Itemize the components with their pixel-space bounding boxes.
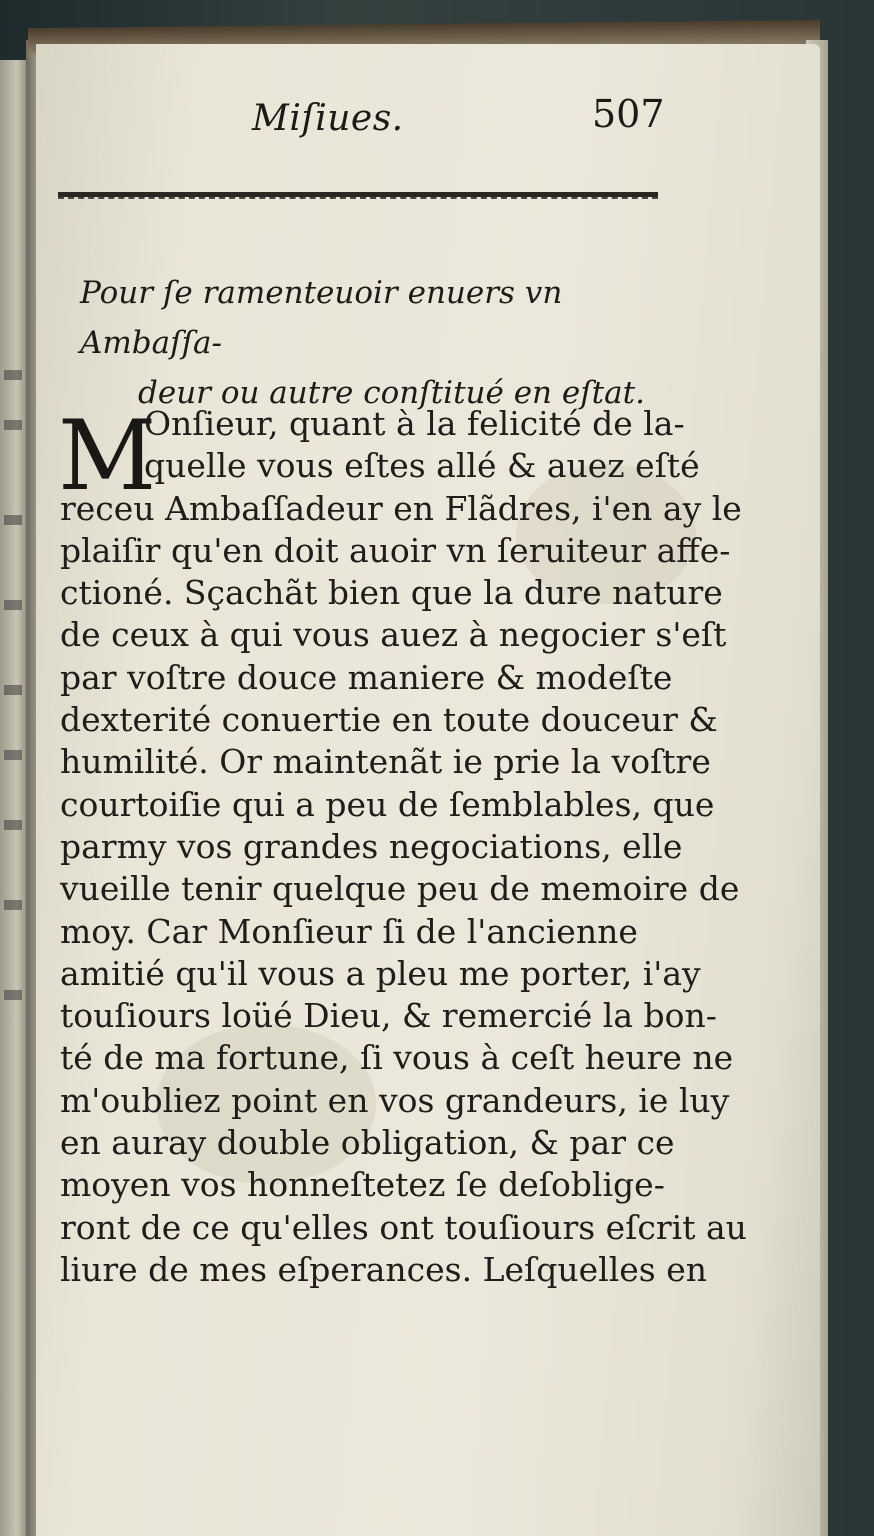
body-line: Onſieur, quant à la felicité de la-: [144, 404, 685, 443]
body-line: dexterité conuertie en toute douceur &: [60, 700, 718, 740]
running-head: Miſiues.: [252, 98, 404, 139]
body-line: receu Ambaſſadeur en Flãdres, i'en ay le: [60, 488, 742, 528]
body-line: de ceux à qui vous auez à negocier s'eſt: [60, 615, 727, 655]
body-line: parmy vos grandes negociations, elle: [60, 826, 683, 866]
body-line: m'oubliez point en vos grandeurs, ie luy: [60, 1080, 730, 1120]
body-line: ront de ce qu'elles ont touſiours eſcrit au: [60, 1207, 747, 1247]
heading-line-1: Pour ſe ramenteuoir enuers vn Ambaſſa-: [80, 275, 563, 361]
gutter-text-fragment: [4, 990, 22, 1000]
gutter-text-fragment: [4, 600, 22, 610]
body-line: par voſtre douce maniere & modeſte: [60, 657, 673, 697]
gutter-text-fragment: [4, 515, 22, 525]
gutter-text-fragment: [4, 370, 22, 380]
body-line: plaiſir qu'en doit auoir vn ſeruiteur affe-: [60, 530, 731, 570]
gutter-text-fragment: [4, 750, 22, 760]
body-line: ctioné. Sçachãt bien que la dure nature: [60, 573, 723, 613]
gutter-text-fragment: [4, 420, 22, 430]
body-line: amitié qu'il vous a pleu me porter, i'ay: [60, 953, 701, 993]
gutter-text-fragment: [4, 820, 22, 830]
letter-heading: [80, 268, 670, 418]
gutter-text-fragment: [4, 900, 22, 910]
previous-page-edge: [0, 60, 28, 1536]
body-line: en auray double obligation, & par ce: [60, 1123, 675, 1163]
header-rule: [58, 192, 658, 199]
body-line: quelle vous eſtes allé & auez eſté: [144, 446, 700, 486]
heading-line-2: deur ou autre conſtitué en eſtat.: [138, 375, 645, 411]
drop-cap: M: [58, 400, 157, 512]
letter-body: [58, 400, 747, 1291]
page-number: 507: [592, 92, 665, 136]
body-line: humilité. Or maintenãt ie prie la voſtre: [60, 742, 711, 782]
body-line: moyen vos honneſtetez ſe deſoblige-: [60, 1165, 665, 1205]
body-line: té de ma fortune, ſi vous à ceſt heure ne: [60, 1038, 734, 1078]
body-line: moy. Car Monſieur ſi de l'ancienne: [60, 911, 638, 951]
gutter-text-fragment: [4, 685, 22, 695]
body-line: liure de mes eſperances. Leſquelles en: [60, 1249, 707, 1289]
body-line: touſiours loüé Dieu, & remercié la bon-: [60, 996, 717, 1036]
body-line: vueille tenir quelque peu de memoire de: [60, 869, 740, 909]
body-line: courtoiſie qui a peu de ſemblables, que: [60, 784, 715, 824]
